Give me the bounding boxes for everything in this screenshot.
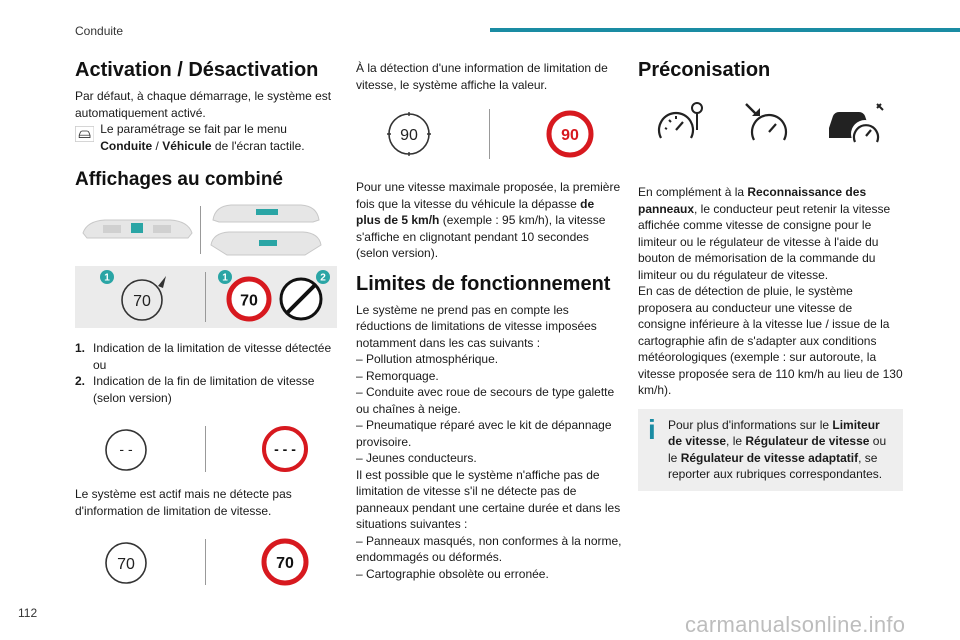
text-reco: En complément à la Reconnaissance des panneaux, le conducteur peut retenir la vitesse affichée comme vitesse de consigne pour le limiteur ou le régulateur de vitesse à l'aide du bouton de mémorisation de la commande du limiteur ou du régulateur de vitesse. — [638, 185, 891, 282]
info-icon: i — [648, 413, 656, 445]
signs-panel — [75, 266, 337, 328]
speedometer-car-icon — [825, 100, 887, 148]
divider — [205, 539, 206, 585]
text-max: Pour une vitesse maximale proposée, la première fois que la vitesse du véhicule la dépasse de plus de 5 km/h (exemple : 95 km/h), la vitesse s'affiche en clignotant pendant 10 secondes (selon version). — [356, 180, 621, 260]
svg-text:70: 70 — [116, 556, 135, 573]
header-accent-bar — [490, 28, 960, 32]
speed-limit-sign — [226, 276, 272, 322]
cluster-illustration-right — [201, 200, 331, 260]
speedometer-pin-icon — [655, 100, 707, 148]
car-icon — [75, 121, 94, 147]
badge-2 — [316, 270, 330, 284]
cluster-illustration-left — [75, 205, 200, 255]
divider — [205, 272, 206, 322]
svg-text:1: 1 — [104, 272, 110, 284]
text-active: Le système est actif mais ne détecte pas d'information de limitation de vitesse. — [75, 487, 292, 518]
list-item: – Jeunes conducteurs. — [356, 451, 477, 465]
heading-display: Affichages au combiné — [75, 169, 283, 190]
column-1 — [75, 58, 337, 591]
text-setting: Le paramétrage se fait par le menu Conduite / Véhicule de l'écran tactile. — [100, 122, 305, 153]
value-illustration — [75, 533, 337, 591]
list-item: – Pollution atmosphérique. — [356, 352, 499, 366]
text-default: Par défaut, à chaque démarrage, le système est automatiquement activé. — [75, 89, 332, 120]
heading-activation: Activation / Désactivation — [75, 59, 319, 81]
heading-reco: Préconisation — [638, 59, 771, 81]
list-item: – Panneaux masqués, non conformes à la norme, endommagés ou déformés. — [356, 533, 622, 564]
list-item: – Conduite avec roue de secours de type galette ou chaînes à neige. — [356, 385, 615, 416]
cluster-90 — [384, 109, 434, 159]
svg-text:70: 70 — [276, 555, 295, 572]
svg-text:70: 70 — [132, 293, 151, 310]
svg-text:2: 2 — [320, 272, 326, 284]
no-info-illustration — [75, 420, 337, 478]
list-item: – Pneumatique réparé avec le kit de dépannage provisoire. — [356, 418, 612, 449]
panel-left — [78, 266, 200, 328]
dashboard-illustration — [75, 200, 337, 260]
svg-text:90: 90 — [399, 127, 418, 144]
setting-note — [75, 121, 337, 154]
list-item: 1. Indication de la limitation de vitesse détectée ou — [75, 341, 332, 372]
value-90-illustration — [356, 103, 622, 165]
divider — [489, 109, 490, 159]
sign-value — [260, 537, 310, 587]
list-item: 2. Indication de la fin de limitation de vitesse (selon version) — [75, 374, 315, 405]
text-limits: Le système ne prend pas en compte les réductions de limitations de vitesse imposées notamment dans les cas suivants : — [356, 302, 597, 350]
page-number: 112 — [18, 606, 38, 620]
cluster-no-info — [102, 424, 152, 474]
text-detect: À la détection d'une information de limitation de vitesse, le système affiche la valeur. — [356, 61, 608, 92]
cluster-speed-indicator — [118, 272, 170, 324]
running-header: Conduite — [75, 24, 124, 38]
svg-text:70: 70 — [240, 292, 259, 310]
list-item: – Cartographie obsolète ou erronée. — [356, 566, 549, 581]
speedometer-press-icon — [740, 100, 792, 148]
sign-90 — [545, 109, 595, 159]
info-box — [638, 409, 903, 491]
badge-1 — [100, 270, 114, 284]
heading-limits: Limites de fonctionnement — [356, 272, 611, 295]
text-rain: En cas de détection de pluie, le système proposera au conducteur une vitesse de consigne inférieure à la vitesse lue / issue de la cartographie afin de s'adapter aux conditions météorologiques (exemple : sur autoroute, la vitesse proposée sera de 110 km/h au lieu de 130 km/h). — [638, 284, 903, 397]
info-text: Pour plus d'informations sur le Limiteur de vitesse, le Régulateur de vitesse ou le Régulateur de vitesse adaptatif, se reporter aux rubriques correspondantes. — [668, 417, 887, 481]
divider — [205, 426, 206, 472]
svg-text:1: 1 — [222, 272, 228, 284]
panel-right — [212, 266, 334, 328]
svg-text:- -: - - — [119, 441, 133, 457]
text-possible: Il est possible que le système n'affiche pas de limitation de vitesse s'il ne détecte pas de panneaux pendant une certaine durée et dans les situations suivantes : — [356, 467, 621, 531]
cluster-value — [102, 537, 152, 587]
watermark: carmanualsonline.info — [685, 612, 906, 637]
column-2 — [356, 60, 622, 582]
sign-no-info — [260, 424, 310, 474]
svg-text:90: 90 — [560, 127, 579, 144]
svg-text:- - -: - - - — [274, 441, 297, 457]
reco-icons — [638, 94, 903, 154]
column-3 — [638, 58, 903, 491]
list-item: – Remorquage. — [356, 368, 439, 383]
